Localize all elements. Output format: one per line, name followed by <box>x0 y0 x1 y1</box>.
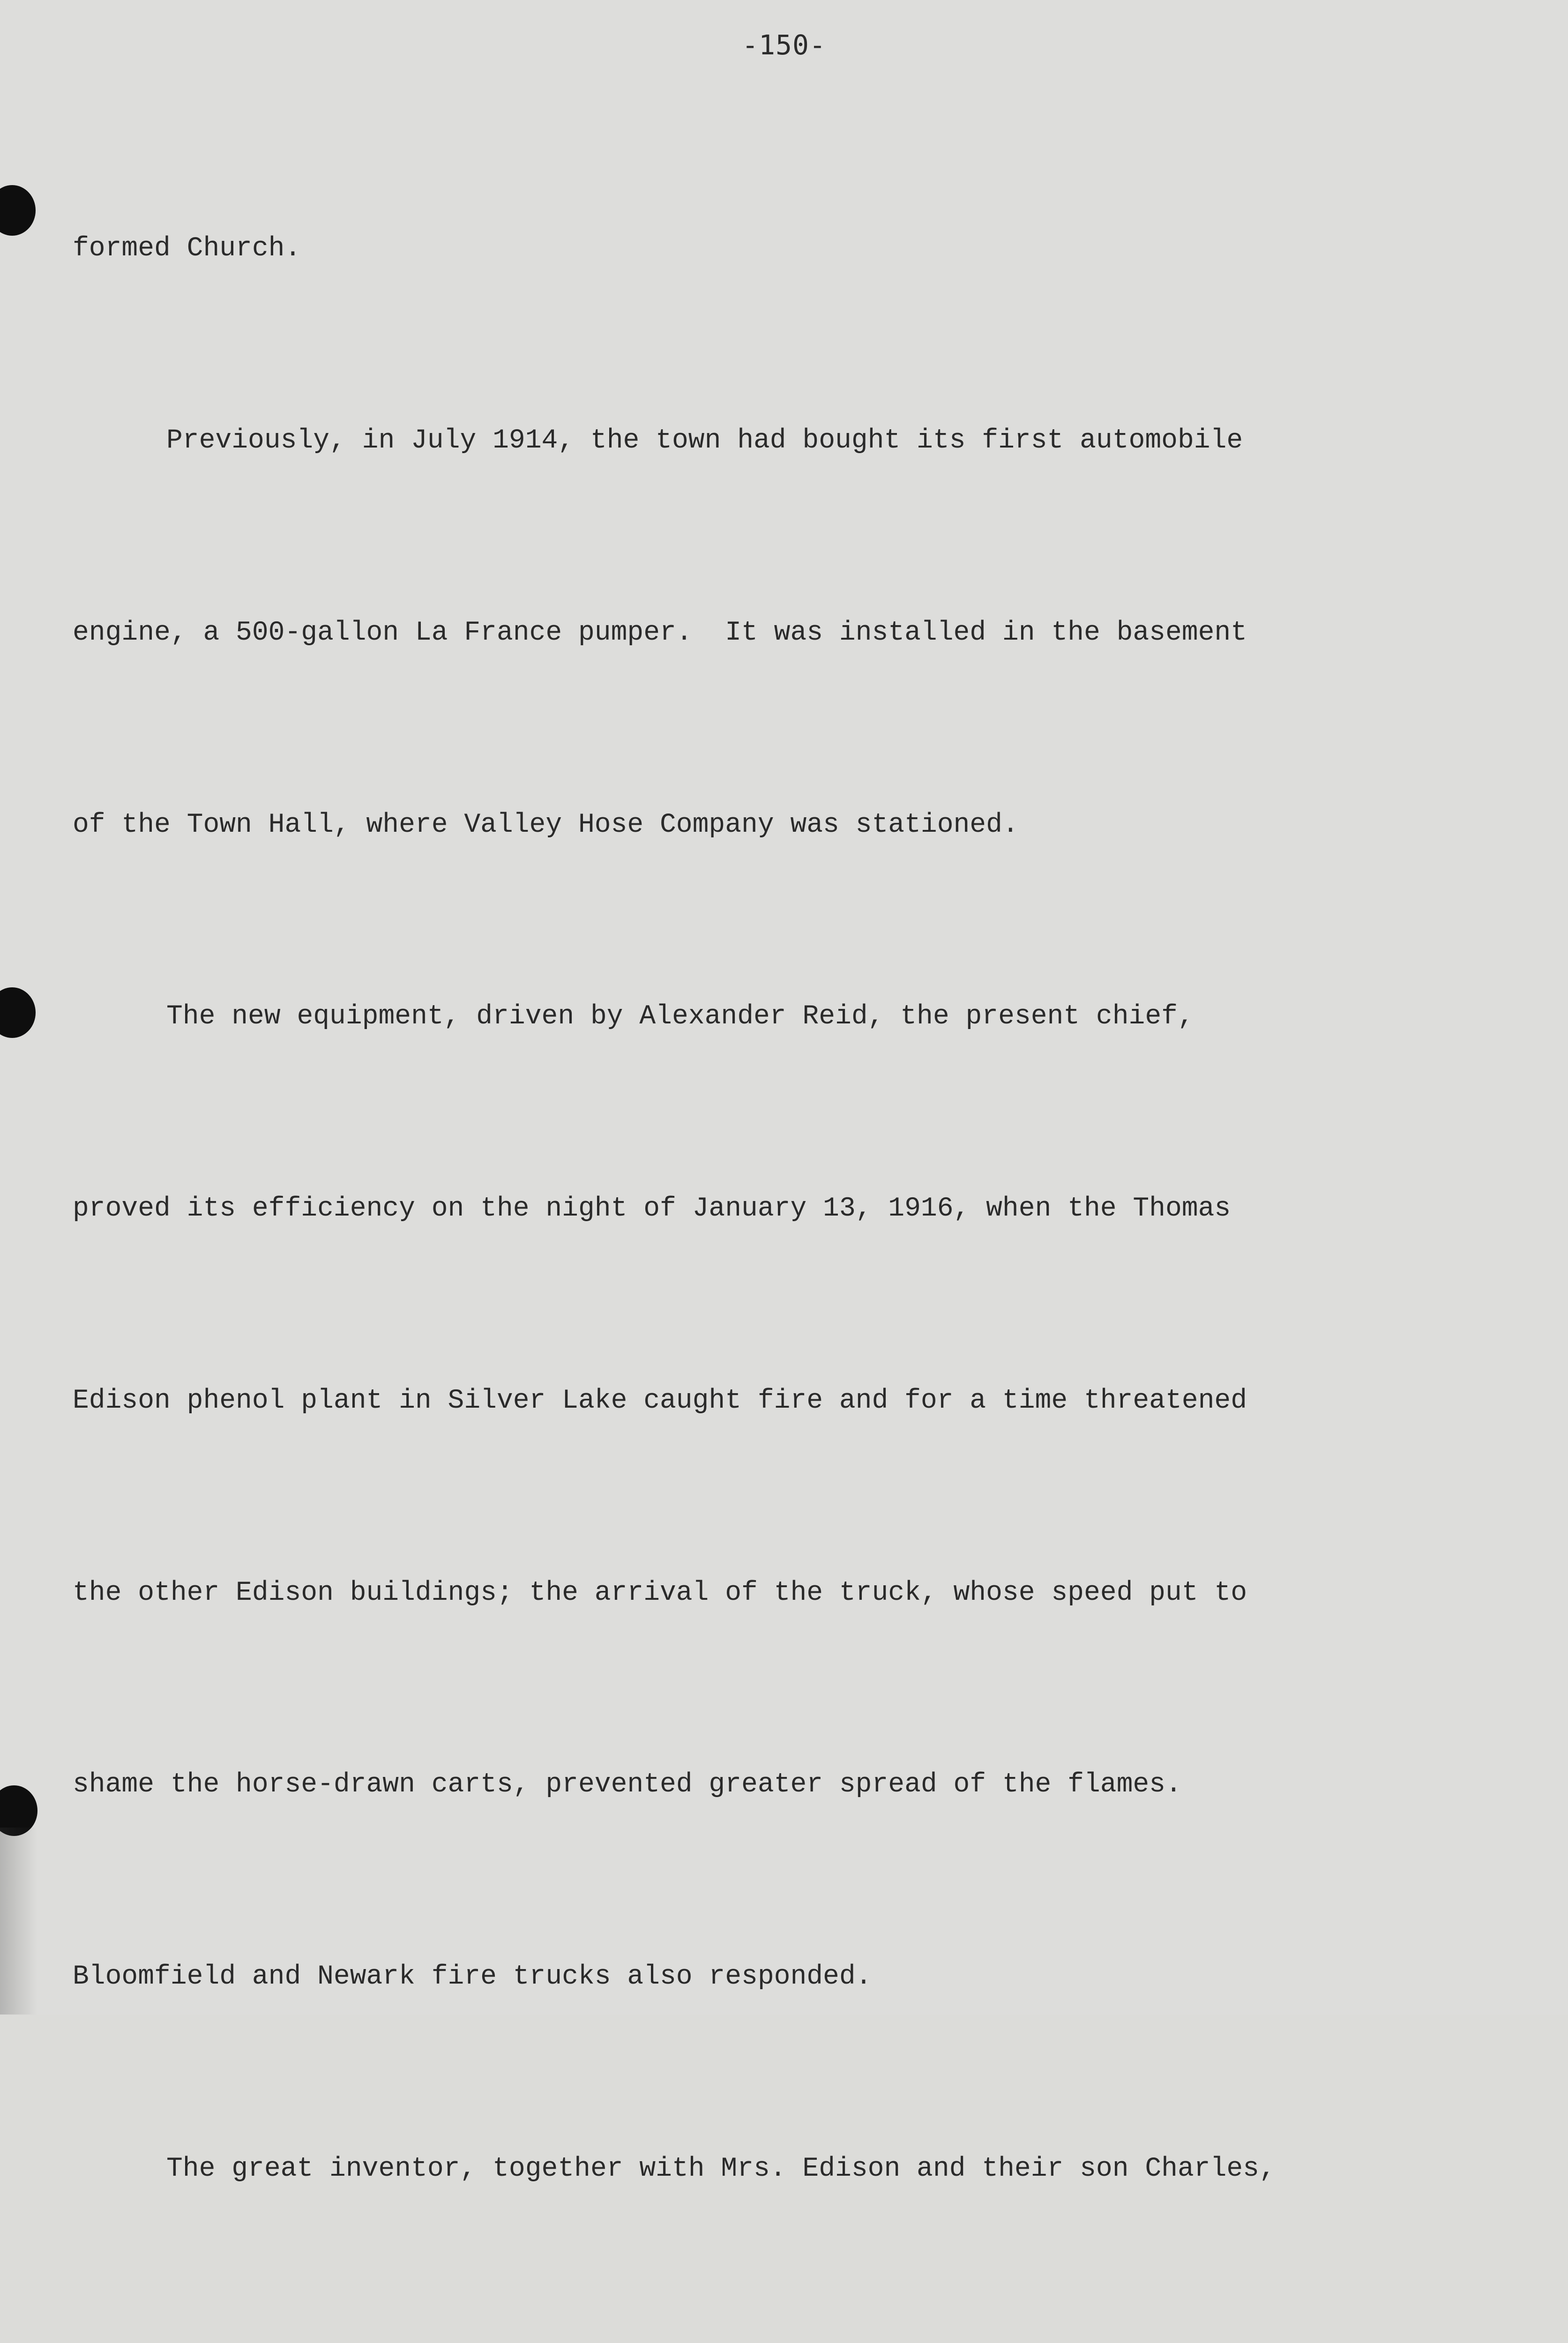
text-line: Edison phenol plant in Silver Lake caught fire and for a time threatened <box>73 1385 1247 1416</box>
page-number: -150- <box>742 29 826 61</box>
text-line: Bloomfield and Newark fire trucks also responded. <box>73 1962 872 1992</box>
punch-hole <box>0 987 36 1038</box>
text-line: proved its efficiency on the night of January 13, 1916, when the Thomas <box>73 1194 1231 1224</box>
text-line: engine, a 500-gallon La France pumper. It was installed in the basement <box>73 617 1247 648</box>
text-line: Previously, in July 1914, the town had bought its first automobile <box>166 425 1243 456</box>
typed-text-body <box>73 89 1483 2343</box>
text-line: formed Church. <box>73 233 301 264</box>
text-line: the other Edison buildings; the arrival of the truck, whose speed put to <box>73 1577 1247 1608</box>
text-line: The new equipment, driven by Alexander Reid, the present chief, <box>166 1001 1194 1032</box>
punch-hole <box>0 185 36 236</box>
text-line: The great inventor, together with Mrs. Edison and their son Charles, <box>166 2154 1276 2184</box>
text-line-with-underline <box>73 2329 1483 2343</box>
page-edge-shadow <box>0 1828 37 2015</box>
text-line: shame the horse-drawn carts, prevented greater spread of the flames. <box>73 1769 1182 1800</box>
text-line: of the Town Hall, where Valley Hose Company was stationed. <box>73 809 1019 840</box>
